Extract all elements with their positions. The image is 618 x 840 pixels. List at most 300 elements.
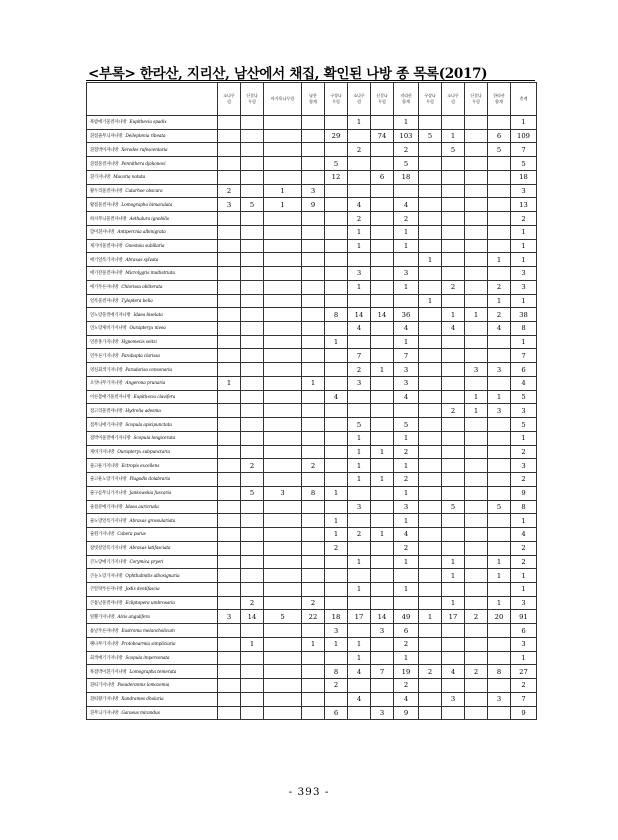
count-cell	[241, 335, 264, 349]
count-cell	[264, 349, 302, 363]
korean-name: 흰점박이자나방	[90, 147, 119, 153]
count-cell: 5	[442, 143, 465, 157]
count-cell: 6	[511, 363, 537, 377]
korean-name: 점무늬애기자나방	[90, 422, 123, 428]
count-cell	[465, 198, 488, 212]
count-cell	[241, 692, 264, 706]
count-cell	[264, 706, 302, 720]
count-cell: 36	[394, 308, 419, 322]
count-cell	[348, 294, 371, 308]
korean-name: 점박이물결애기자나방	[90, 436, 131, 442]
count-cell	[218, 569, 241, 583]
count-cell: 4	[348, 322, 371, 336]
count-cell	[325, 198, 348, 212]
korean-name: 애기잔물결자나방	[90, 271, 123, 277]
table-row	[87, 582, 537, 596]
count-cell: 2	[348, 212, 371, 226]
species-name-cell	[87, 418, 218, 432]
count-cell	[241, 308, 264, 322]
count-cell	[465, 514, 488, 528]
species-name-cell	[87, 253, 218, 267]
count-cell: 2	[511, 679, 537, 693]
count-cell	[442, 514, 465, 528]
count-cell	[325, 253, 348, 267]
column-header-line1: 신갈나	[246, 93, 258, 98]
count-cell	[488, 473, 511, 487]
table-row	[87, 459, 537, 473]
count-cell	[218, 129, 241, 143]
count-cell: 1	[302, 376, 325, 390]
count-cell: 3	[488, 363, 511, 377]
korean-name: 회색애기가지나방	[90, 656, 123, 661]
species-name-cell	[87, 582, 218, 596]
count-cell	[371, 555, 394, 569]
count-cell	[419, 308, 442, 322]
count-cell	[348, 541, 371, 555]
scientific-name: Xandrames dholaria	[121, 697, 164, 703]
count-cell	[419, 170, 442, 184]
count-cell	[419, 445, 442, 459]
count-cell: 3	[511, 596, 537, 610]
count-cell: 4	[348, 198, 371, 212]
count-cell: 8	[511, 500, 537, 514]
count-cell	[264, 404, 302, 418]
count-cell: 2	[348, 143, 371, 157]
table-row	[87, 129, 537, 143]
species-name-cell	[87, 157, 218, 171]
count-cell: 4	[394, 322, 419, 336]
count-cell	[218, 225, 241, 239]
count-cell	[442, 253, 465, 267]
scientific-name: Jankowskia fuscaria	[129, 491, 172, 497]
count-cell: 1	[348, 582, 371, 596]
count-cell	[302, 692, 325, 706]
count-cell: 6	[371, 170, 394, 184]
count-cell	[488, 335, 511, 349]
count-cell	[348, 170, 371, 184]
scientific-name: Chlorissa obliterata	[121, 285, 163, 291]
count-cell	[264, 129, 302, 143]
count-cell	[218, 665, 241, 679]
count-cell: 3	[394, 500, 419, 514]
count-cell: 1	[394, 335, 419, 349]
count-cell: 1	[264, 198, 302, 212]
count-cell: 1	[371, 528, 394, 542]
count-cell	[264, 459, 302, 473]
count-cell	[488, 582, 511, 596]
scientific-name: Ecliptopera umbrosaria	[125, 601, 175, 607]
count-cell: 1	[394, 116, 419, 130]
count-cell	[394, 184, 419, 198]
korean-name: 황두리물결자나방	[90, 189, 123, 195]
count-cell	[325, 184, 348, 198]
count-cell	[465, 596, 488, 610]
count-cell: 2	[511, 473, 537, 487]
count-cell	[371, 280, 394, 294]
count-cell: 1	[325, 637, 348, 651]
count-cell	[465, 624, 488, 638]
count-cell: 12	[325, 170, 348, 184]
table-row	[87, 363, 537, 377]
table-row	[87, 280, 537, 294]
count-cell	[488, 184, 511, 198]
count-cell	[348, 569, 371, 583]
count-cell: 1	[394, 280, 419, 294]
count-cell	[371, 322, 394, 336]
count-cell: 2	[218, 184, 241, 198]
korean-name: 오얏나무가지나방	[90, 381, 123, 387]
scientific-name: Microlygris multistriata	[125, 271, 175, 277]
korean-name: 할미흰자나방	[90, 230, 115, 236]
species-name-cell	[87, 225, 218, 239]
korean-name: 팽나무가지나방	[90, 642, 119, 648]
page-number: - 393 -	[288, 786, 330, 798]
count-cell	[218, 116, 241, 130]
table-row	[87, 679, 537, 693]
count-cell	[371, 486, 394, 500]
count-cell	[442, 706, 465, 720]
count-cell	[325, 280, 348, 294]
count-cell	[241, 418, 264, 432]
count-cell: 1	[511, 431, 537, 445]
count-cell	[394, 404, 419, 418]
count-cell	[442, 239, 465, 253]
column-header-line2: 무림	[332, 99, 340, 104]
count-cell	[442, 679, 465, 693]
count-cell	[419, 500, 442, 514]
count-cell	[264, 390, 302, 404]
count-cell: 4	[442, 322, 465, 336]
count-cell	[325, 692, 348, 706]
species-name-cell	[87, 486, 218, 500]
count-cell	[325, 404, 348, 418]
page-title: <부록> 한라산, 지리산, 남산에서 채집, 확인된 나방 종 목록(2017)	[88, 66, 488, 82]
column-header	[511, 83, 537, 116]
count-cell	[442, 116, 465, 130]
count-cell	[419, 651, 442, 665]
count-cell	[241, 514, 264, 528]
count-cell: 2	[442, 280, 465, 294]
count-cell: 1	[488, 569, 511, 583]
scientific-name: Lomographa bimaculata	[121, 202, 173, 208]
count-cell: 5	[348, 418, 371, 432]
count-cell: 1	[394, 582, 419, 596]
scientific-name: Corymica pryeri	[129, 559, 164, 565]
column-header-line2: 림	[451, 99, 455, 104]
count-cell	[371, 225, 394, 239]
count-cell	[302, 418, 325, 432]
count-cell: 1	[241, 637, 264, 651]
count-cell: 1	[394, 486, 419, 500]
scientific-name: Catarhoe obscura	[125, 189, 163, 195]
count-cell	[465, 418, 488, 432]
count-cell	[371, 679, 394, 693]
count-cell	[218, 679, 241, 693]
table-row	[87, 486, 537, 500]
count-cell: 4	[511, 376, 537, 390]
scientific-name: Macaria notata	[113, 175, 146, 181]
scientific-name: Idaea auricruda	[125, 504, 159, 510]
count-cell: 1	[419, 253, 442, 267]
column-header	[419, 83, 442, 116]
count-cell: 49	[394, 610, 419, 624]
count-cell	[325, 267, 348, 281]
scientific-name: Angerona prunaria	[125, 381, 166, 387]
count-cell: 8	[325, 665, 348, 679]
table-row	[87, 514, 537, 528]
count-cell	[488, 376, 511, 390]
count-cell	[442, 473, 465, 487]
count-cell	[419, 390, 442, 404]
scientific-name: Aethalura ignobilis	[129, 216, 169, 222]
count-cell	[419, 280, 442, 294]
count-cell: 3	[511, 459, 537, 473]
count-cell	[218, 267, 241, 281]
count-cell	[264, 170, 302, 184]
count-cell: 14	[348, 308, 371, 322]
count-cell: 1	[264, 184, 302, 198]
count-cell: 1	[325, 486, 348, 500]
count-cell: 6	[394, 624, 419, 638]
count-cell	[218, 473, 241, 487]
table-row	[87, 116, 537, 130]
table-row	[87, 349, 537, 363]
count-cell	[264, 596, 302, 610]
count-cell: 18	[325, 610, 348, 624]
table-row	[87, 431, 537, 445]
column-header	[394, 83, 419, 116]
species-name-cell	[87, 212, 218, 226]
count-cell	[302, 445, 325, 459]
korean-name: 흑밤애기물결자나방	[90, 120, 127, 126]
korean-name: 줄고운가지나방	[90, 463, 119, 469]
count-cell	[465, 541, 488, 555]
count-cell: 1	[394, 225, 419, 239]
count-cell: 5	[511, 157, 537, 171]
count-cell	[419, 198, 442, 212]
count-cell: 2	[394, 679, 419, 693]
count-cell	[488, 679, 511, 693]
count-cell	[371, 253, 394, 267]
korean-name: 흰가지나방	[90, 175, 111, 181]
count-cell	[348, 624, 371, 638]
count-cell: 5	[511, 390, 537, 404]
scientific-name: Plagodis dolabraria	[129, 477, 171, 483]
count-cell: 3	[218, 610, 241, 624]
table-row	[87, 418, 537, 432]
korean-name: 흰점줄무늬자나방	[90, 134, 123, 140]
column-header-line2: 합계	[402, 99, 410, 104]
count-cell	[488, 212, 511, 226]
column-header	[348, 83, 371, 116]
column-header-line2: 무림	[248, 99, 256, 104]
count-cell	[241, 225, 264, 239]
korean-name: 얼룩물결자나방	[90, 298, 119, 304]
count-cell: 7	[511, 692, 537, 706]
count-cell	[371, 116, 394, 130]
column-header-line1: 구상나	[424, 93, 436, 98]
count-cell	[442, 376, 465, 390]
count-cell	[442, 418, 465, 432]
count-cell	[218, 541, 241, 555]
scientific-name: Ectropis excellens	[121, 463, 160, 469]
table-row	[87, 308, 537, 322]
count-cell: 3	[264, 486, 302, 500]
count-cell: 1	[488, 390, 511, 404]
count-cell	[218, 363, 241, 377]
species-name-cell	[87, 555, 218, 569]
species-name-cell	[87, 335, 218, 349]
scientific-name: Parabapta clarissa	[121, 353, 160, 359]
count-cell	[419, 582, 442, 596]
count-cell	[325, 459, 348, 473]
count-cell	[302, 431, 325, 445]
count-cell: 2	[325, 679, 348, 693]
count-cell: 2	[511, 212, 537, 226]
column-header-line2: 림	[357, 99, 361, 104]
count-cell: 1	[442, 129, 465, 143]
table-row	[87, 376, 537, 390]
count-cell: 3	[348, 267, 371, 281]
species-name-cell	[87, 610, 218, 624]
count-cell	[218, 637, 241, 651]
count-cell	[488, 706, 511, 720]
count-cell	[264, 582, 302, 596]
count-cell	[241, 212, 264, 226]
count-cell	[325, 322, 348, 336]
count-cell: 1	[371, 473, 394, 487]
species-name-cell	[87, 170, 218, 184]
table-row	[87, 225, 537, 239]
species-name-cell	[87, 390, 218, 404]
column-header-line2: 무림	[472, 99, 480, 104]
scientific-name: Antipercnia albinigrata	[117, 230, 166, 236]
species-name-cell	[87, 404, 218, 418]
count-cell	[264, 253, 302, 267]
count-cell: 3	[511, 637, 537, 651]
count-cell	[442, 582, 465, 596]
count-cell: 1	[511, 294, 537, 308]
species-name-cell	[87, 637, 218, 651]
korean-name: 제비가지나방	[90, 449, 115, 455]
count-cell	[241, 404, 264, 418]
korean-name: 큰노랑애기가지나방	[90, 559, 127, 565]
count-cell	[465, 376, 488, 390]
count-cell	[264, 267, 302, 281]
column-header-line2: 합계	[309, 99, 317, 104]
count-cell	[325, 349, 348, 363]
count-cell	[465, 267, 488, 281]
count-cell: 9	[511, 706, 537, 720]
count-cell	[325, 596, 348, 610]
table-row	[87, 239, 537, 253]
count-cell	[371, 418, 394, 432]
count-cell	[241, 431, 264, 445]
scientific-name: Eupithecia clavifera	[133, 395, 176, 401]
count-cell: 1	[348, 280, 371, 294]
scientific-name: Scopula impersonata	[125, 656, 170, 661]
count-cell	[371, 239, 394, 253]
species-name-cell	[87, 514, 218, 528]
count-cell	[419, 322, 442, 336]
table-row	[87, 157, 537, 171]
scientific-name: Scopula apicipunctata	[125, 422, 172, 428]
count-cell	[241, 706, 264, 720]
count-cell	[465, 280, 488, 294]
count-cell	[442, 637, 465, 651]
count-cell	[264, 418, 302, 432]
count-cell	[218, 445, 241, 459]
count-cell: 1	[511, 253, 537, 267]
table-row	[87, 267, 537, 281]
column-header-line2: 림	[227, 99, 231, 104]
table-row	[87, 637, 537, 651]
scientific-name: Garaeus mirandus	[121, 710, 160, 716]
table-row	[87, 541, 537, 555]
count-cell: 7	[511, 349, 537, 363]
table-row	[87, 335, 537, 349]
count-cell: 1	[511, 116, 537, 130]
count-cell: 2	[488, 280, 511, 294]
count-cell	[325, 212, 348, 226]
count-cell	[371, 267, 394, 281]
column-header-line2: 합계	[495, 99, 503, 104]
count-cell	[465, 239, 488, 253]
count-cell	[218, 500, 241, 514]
count-cell: 1	[465, 390, 488, 404]
count-cell: 6	[511, 624, 537, 638]
count-cell: 2	[465, 610, 488, 624]
count-cell	[264, 294, 302, 308]
count-cell	[218, 280, 241, 294]
count-cell: 9	[394, 706, 419, 720]
count-cell	[218, 528, 241, 542]
count-cell: 3	[394, 363, 419, 377]
count-cell	[264, 514, 302, 528]
count-cell	[241, 473, 264, 487]
count-cell: 19	[394, 665, 419, 679]
count-cell	[264, 322, 302, 336]
count-cell: 1	[511, 569, 537, 583]
count-cell	[419, 143, 442, 157]
count-cell: 4	[348, 665, 371, 679]
count-cell	[241, 349, 264, 363]
count-cell	[488, 528, 511, 542]
count-cell	[264, 212, 302, 226]
count-cell: 5	[394, 418, 419, 432]
count-cell	[348, 706, 371, 720]
count-cell	[442, 486, 465, 500]
count-cell	[218, 157, 241, 171]
count-cell	[241, 129, 264, 143]
count-cell	[325, 239, 348, 253]
count-cell	[442, 170, 465, 184]
count-cell: 1	[348, 555, 371, 569]
count-cell: 5	[511, 418, 537, 432]
count-cell: 2	[511, 541, 537, 555]
count-cell	[465, 225, 488, 239]
count-cell: 4	[325, 390, 348, 404]
count-cell	[241, 376, 264, 390]
count-cell	[264, 500, 302, 514]
count-cell: 74	[371, 129, 394, 143]
scientific-name: Deileptenia ribeata	[125, 134, 166, 140]
count-cell: 8	[302, 486, 325, 500]
count-cell	[419, 569, 442, 583]
count-cell: 3	[371, 706, 394, 720]
count-cell	[394, 569, 419, 583]
count-cell	[241, 624, 264, 638]
